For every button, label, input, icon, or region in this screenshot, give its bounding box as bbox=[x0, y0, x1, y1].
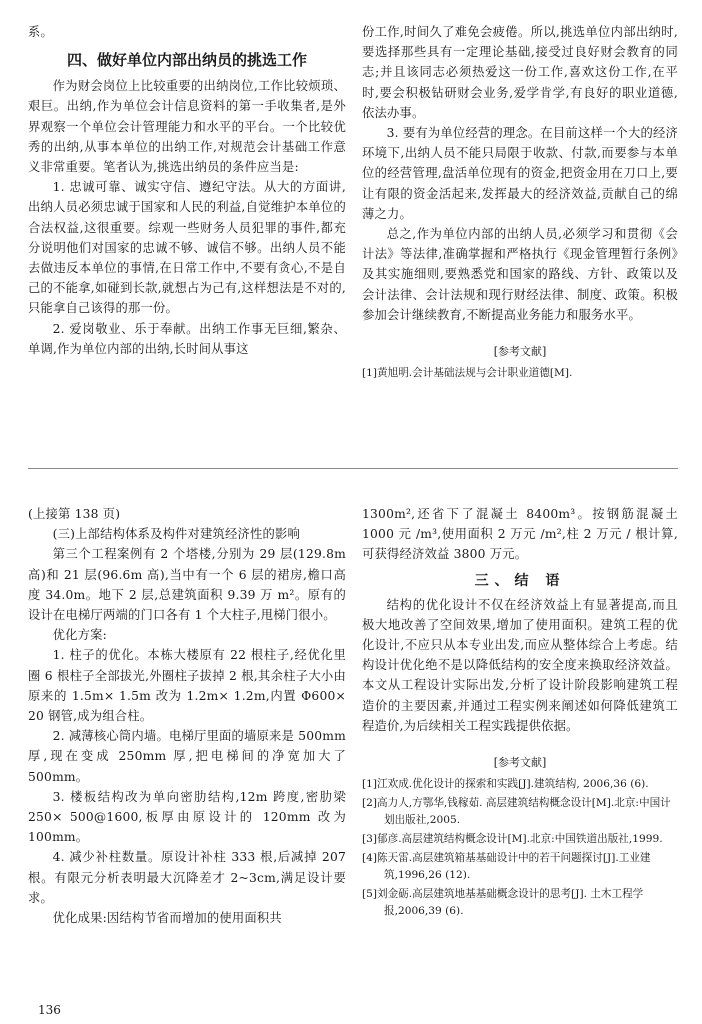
paragraph: 总之,作为单位内部的出纳人员,必须学习和贯彻《会计法》等法律,准确掌握和严格执行《现金管理暂行条例》及其实施细则,要熟悉党和国家的路线、方针、政策以及会计法律、会计法规和现行财经法律、制度、政策。积极参加会计继续教育,不断提高业务能力和服务水平。 bbox=[362, 227, 678, 322]
paragraph: 作为财会岗位上比较重要的出纳岗位,工作比较烦琐、艰巨。出纳,作为单位会计信息资料的第一手收集者,是外界观察一个单位会计管理能力和水平的平台。一个比较优秀的出纳,从事本单位的出纳工作,对规范会计基础工作意义非常重要。笔者认为,挑选出纳员的条件应当是: bbox=[28, 79, 346, 175]
continued-note: (上接第 138 页) bbox=[28, 507, 121, 521]
page-number: 136 bbox=[38, 1003, 61, 1017]
bottom-left-column bbox=[28, 504, 346, 928]
reference-item: [4]陈天雷.高层建筑箱基基础设计中的若干问题探讨[J].工业建筑,1996,26 (12). bbox=[362, 852, 651, 882]
paragraph: 1300m²,还省下了混凝土 8400m³。按钢筋混凝土 1000 元 /m³,使用面积 2 万元 /m²,柱 2 万元 / 根计算,可获得经济效益 3800 万元。 bbox=[362, 507, 678, 562]
paragraph: 优化成果:因结构节省而增加的使用面积共 bbox=[52, 911, 282, 926]
reference-item: [3]郁彦.高层建筑结构概念设计[M].北京:中国铁道出版社,1999. bbox=[362, 833, 663, 846]
section-heading-four: 四、做好单位内部出纳员的挑选工作 bbox=[66, 51, 307, 70]
paragraph: 3. 要有为单位经营的理念。在目前这样一个大的经济环境下,出纳人员不能只局限于收款、付款,而要参与本单位的经营管理,盘活单位现有的资金,把资金用在刀口上,要让有限的资金活起来,发挥最大的经济效益,贡献自己的绵薄之力。 bbox=[362, 126, 678, 221]
paragraph: 份工作,时间久了难免会疲倦。所以,挑选单位内部出纳时,要选择那些具有一定理论基础,接受过良好财会教育的同志;并且该同志必须热爱这一份工作,喜欢这份工作,在平时,要会积极钻研财会业务,爱学肯学,有良好的职业道德,依法办事。 bbox=[362, 25, 678, 120]
reference-item: [1]黄旭明.会计基础法规与会计职业道德[M]. bbox=[362, 367, 573, 380]
paragraph: 第三个工程案例有 2 个塔楼,分别为 29 层(129.8m 高)和 21 层(96.6m 高),当中有一个 6 层的裙房,檐口高度 34.0m。地下 2 层,总建筑面积 9.39 万 m²。原有的设计在电梯厅两端的门口各有 1 个大柱子,甩梯门很小。 bbox=[28, 547, 346, 623]
reference-item: [5]刘金砺.高层建筑地基基础概念设计的思考[J]. 土木工程学报,2006,39 (6). bbox=[362, 888, 644, 918]
paragraph: 1. 忠诚可靠、诚实守信、遵纪守法。从大的方面讲,出纳人员必须忠诚于国家和人民的利益,自觉维护本单位的合法权益,这很重要。综观一些财务人员犯罪的事件,都充分说明他们对国家的忠诚不够、诚信不够。出纳人员不能去做违反本单位的事情,在日常工作中,不要有贪心,不是自己的不能拿,如碰到长款,就想占为己有,这样想法是不对的,只能拿自己该得的那一份。 bbox=[28, 180, 346, 316]
intro-fragment: 系。 bbox=[28, 25, 53, 39]
subsection-heading: (三)上部结构体系及构件对建筑经济性的影响 bbox=[52, 527, 301, 542]
references-title: [参考文献] bbox=[493, 345, 547, 359]
paragraph: 2. 爱岗敬业、乐于奉献。出纳工作事无巨细,繁杂、单调,作为单位内部的出纳,长时间从事这 bbox=[28, 321, 346, 356]
references-title: [参考文献] bbox=[493, 756, 547, 770]
reference-item: [2]高力人,方鄂华,钱稼茹. 高层建筑结构概念设计[M].北京:中国计划出版社,2005. bbox=[362, 797, 671, 827]
paragraph: 1. 柱子的优化。本栋大楼原有 22 根柱子,经优化里圈 6 根柱子全部拔光,外圈柱子拔掉 2 根,其余柱子大小由原来的 1.5m× 1.5m 改为 1.2m× 1.2m,内置 Φ600× 20 钢管,成为组合柱。 bbox=[28, 648, 346, 724]
section-heading-conclusion: 三、结 语 bbox=[474, 572, 566, 589]
article-divider bbox=[28, 468, 678, 469]
paragraph: 优化方案: bbox=[52, 628, 107, 643]
bottom-right-column bbox=[362, 504, 678, 922]
paragraph: 2. 减薄核心筒内墙。电梯厅里面的墙原来是 500mm 厚,现在变成 250mm 厚,把电梯间的净宽加大了 500mm。 bbox=[28, 729, 346, 784]
paragraph: 3. 楼板结构改为单向密肋结构,12m 跨度,密肋梁 250× 500@1600,板厚由原设计的 120mm 改为 100mm。 bbox=[28, 789, 346, 845]
top-right-column bbox=[362, 22, 678, 384]
paragraph: 结构的优化设计不仅在经济效益上有显著提高,而且极大地改善了空间效果,增加了使用面积。建筑工程的优化设计,不应只从本专业出发,而应从整体综合上考虑。结构设计优化绝不是以降低结构的安全度来换取经济效益。本文从工程设计实际出发,分析了设计阶段影响建筑工程造价的主要因素,并通过工程实例来阐述如何降低建筑工程造价,为后续相关工程实践提供依据。 bbox=[362, 597, 678, 733]
top-left-column bbox=[28, 22, 346, 359]
reference-item: [1]江欢成.优化设计的探索和实践[J].建筑结构, 2006,36 (6). bbox=[362, 778, 649, 791]
paragraph: 4. 减少补柱数量。原设计补柱 333 根,后减掉 207 根。有限元分析表明最大沉降差才 2~3cm,满足设计要求。 bbox=[28, 850, 346, 905]
